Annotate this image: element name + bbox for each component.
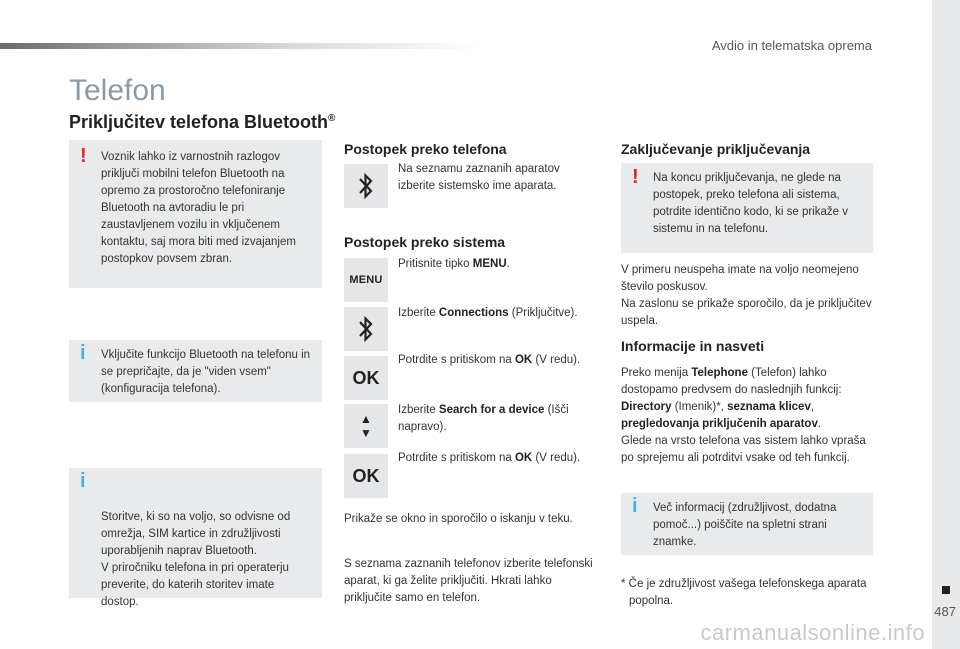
- info-text-1: Preko menija: [621, 367, 692, 379]
- step-5-post: (V redu).: [532, 452, 581, 464]
- info-bold-call-list: seznama klicev: [727, 401, 811, 413]
- step-4-key: Search for a device: [438, 404, 545, 416]
- ok-button: OK: [344, 454, 388, 498]
- system-step-4: [398, 402, 588, 436]
- bluetooth-icon: [356, 315, 376, 343]
- info-box-bluetooth: [69, 340, 322, 402]
- bluetooth-button: [344, 164, 388, 208]
- lock-warning-text: Na koncu priključevanja, ne glede na postopek, preko telefona ali sistema, potrdite identično kodo, ki se prikaže v sistemu in na telefonu.: [653, 172, 848, 235]
- bluetooth-button: [344, 307, 388, 351]
- system-step-2: [398, 305, 593, 322]
- lock-paragraph: V primeru neuspeha imate na voljo neomejeno število poskusov. Na zaslonu se prikaže sporočilo, da je priključitev uspela.: [621, 264, 872, 327]
- info-heading: Informacije in nasveti: [621, 338, 765, 354]
- arrow-up-icon: ▲: [360, 412, 372, 426]
- search-message-text: Prikaže se okno in sporočilo o iskanju v teku.: [344, 513, 573, 525]
- info-icon: i: [80, 342, 86, 364]
- phone-procedure-heading: Postopek preko telefona: [344, 141, 507, 157]
- up-down-arrows-button: [344, 404, 388, 448]
- warning-icon: !: [632, 166, 639, 188]
- lock-heading: Zaključevanje priključevanja: [621, 141, 811, 157]
- info-text-2: (Telefon) lahko dostopamo predvsem do naslednjih funkcij:: [621, 367, 842, 396]
- section-header: Avdio in telematska oprema: [711, 38, 872, 53]
- page-title: Telefon: [69, 74, 166, 107]
- step-1-post: .: [506, 258, 510, 270]
- lock-warning-box: [621, 163, 873, 253]
- menu-button: MENU: [344, 258, 388, 302]
- info-box-more: [621, 493, 873, 555]
- info-bluetooth-text: Vključite funkcijo Bluetooth na telefonu in se prepričajte, da je "viden vsem" (konfiguracija telefona).: [101, 349, 311, 395]
- ok-button: OK: [344, 356, 388, 400]
- step-2-post: (Priključitve).: [508, 307, 578, 319]
- step-2-key: Connections: [438, 307, 509, 319]
- page-number: 487: [934, 604, 956, 619]
- system-step-5: [398, 450, 593, 467]
- info-text-5: . Glede na vrsto telefona vas sistem lahko vpraša po sprejemu ali potrditvi vsake od teh funkcij.: [621, 418, 866, 464]
- arrow-down-icon: ▼: [360, 426, 372, 440]
- step-5-pre: Potrdite s pritiskom na: [398, 452, 515, 464]
- info-bold-directory: Directory: [621, 401, 672, 413]
- step-3-post: (V redu).: [532, 354, 581, 366]
- page-edge-strip: [932, 0, 960, 649]
- info-services-text: Storitve, ki so na voljo, so odvisne od omrežja, SIM kartice in združljivosti uporabljenih naprav Bluetooth. V priročniku telefona in pri operaterju preverite, do katerih storitev imate dostop.: [101, 511, 291, 608]
- step-4-pre: Izberite: [398, 404, 439, 416]
- info-text-3: (Imenik)*,: [671, 401, 728, 413]
- system-step-1: [398, 256, 588, 273]
- step-4-post: (Išči napravo).: [398, 404, 569, 433]
- page-corner-marker: [942, 586, 950, 594]
- section-title-text: Priključitev telefona Bluetooth: [69, 112, 329, 132]
- phone-step-text: Na seznamu zaznanih aparatov izberite sistemsko ime aparata.: [398, 163, 560, 192]
- system-step-3: [398, 352, 593, 369]
- select-phone-text: S seznama zaznanih telefonov izberite telefonski aparat, ki ga želite priključiti. Hkrati lahko priključite samo en telefon.: [344, 558, 593, 604]
- info-bold-paired-devices: pregledovanja priključenih aparatov: [621, 418, 818, 430]
- warning-box: [69, 140, 322, 288]
- footnote: * Če je združljivost vašega telefonskega aparata popolna.: [621, 578, 867, 607]
- info-bold-telephone: Telephone: [691, 367, 748, 379]
- registered-mark: ®: [328, 113, 336, 124]
- step-1-key: MENU: [472, 258, 507, 270]
- step-3-pre: Potrdite s pritiskom na: [398, 354, 515, 366]
- watermark: carmanualsonline.info: [700, 620, 925, 645]
- info-more-text: Več informacij (združljivost, dodatna pomoč...) poiščite na spletni strani znamke.: [653, 502, 837, 548]
- warning-icon: !: [80, 145, 87, 167]
- bluetooth-icon: [356, 172, 376, 200]
- info-icon: i: [80, 470, 86, 492]
- header-gradient-bar: [0, 43, 480, 49]
- step-3-key: OK: [514, 354, 533, 366]
- step-1-pre: Pritisnite tipko: [398, 258, 473, 270]
- system-procedure-heading: Postopek preko sistema: [344, 234, 506, 250]
- section-title: [69, 112, 335, 133]
- info-text-4: ,: [810, 401, 815, 413]
- step-5-key: OK: [514, 452, 533, 464]
- warning-text: Voznik lahko iz varnostnih razlogov priključi mobilni telefon Bluetooth na opremo za prostoročno telefoniranje Bluetooth na avtoradiu le pri zaustavljenem vozilu in vključenem kontaktu, saj mora biti med izvajanjem postopkov povsem zbran.: [101, 151, 296, 265]
- step-2-pre: Izberite: [398, 307, 439, 319]
- info-icon: i: [632, 495, 638, 517]
- info-paragraph: [621, 365, 873, 467]
- info-box-services: [69, 468, 322, 608]
